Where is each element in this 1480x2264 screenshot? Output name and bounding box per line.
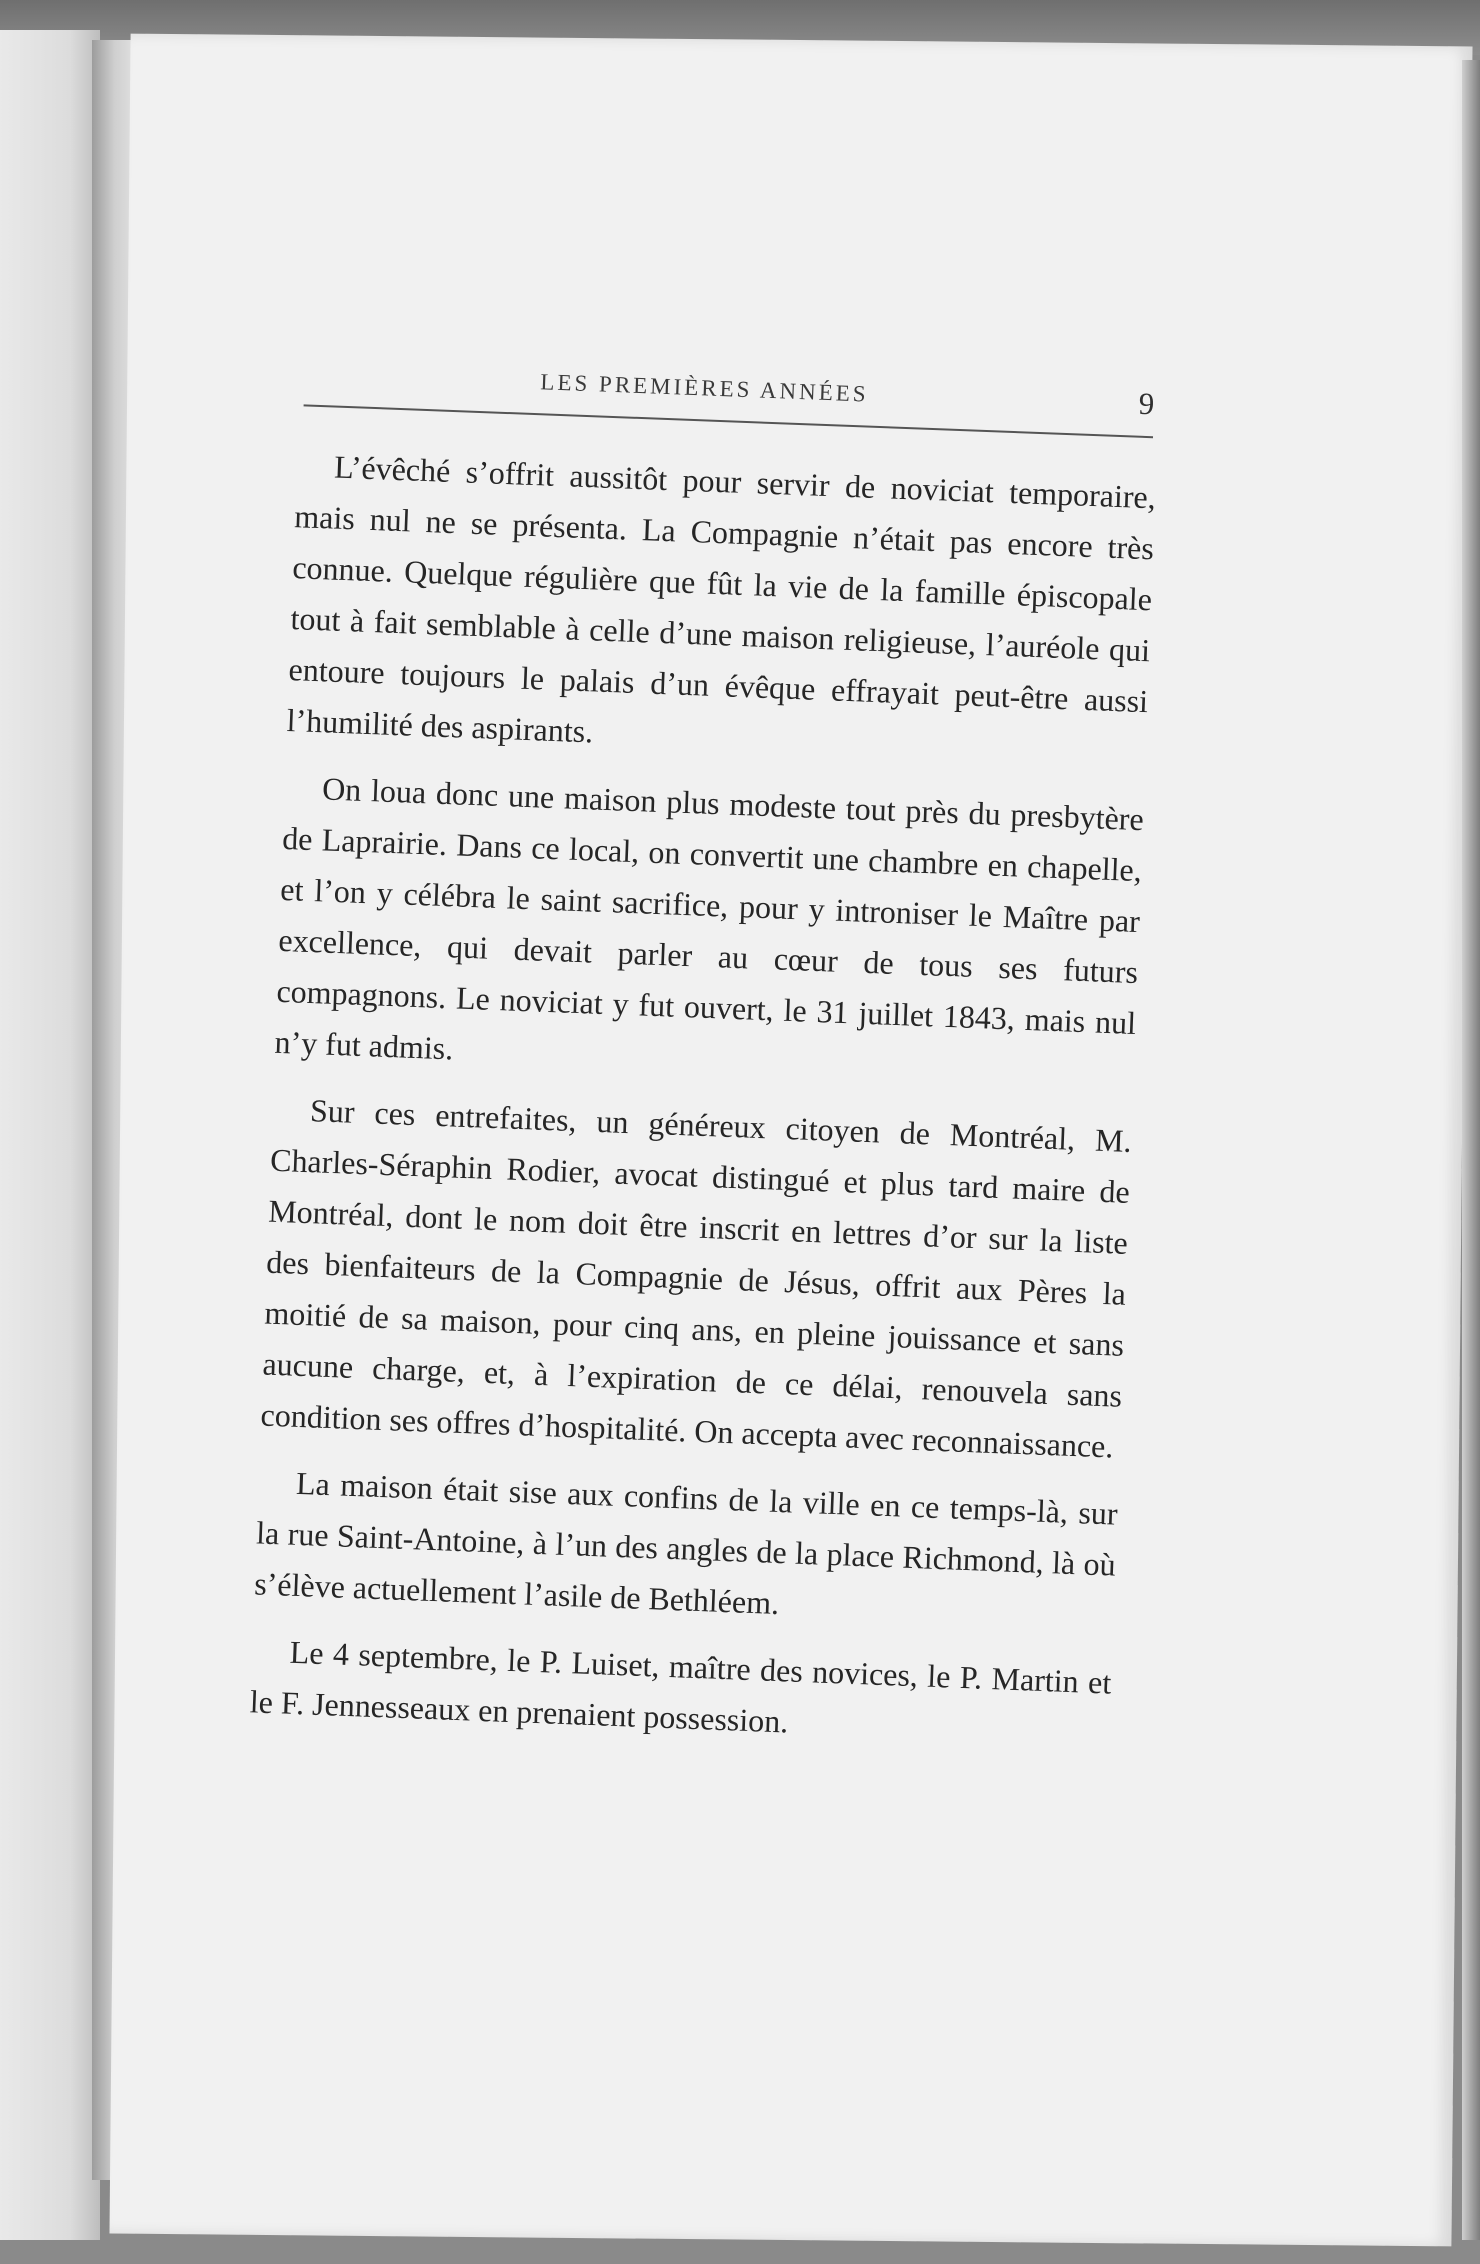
page-header <box>303 360 1155 452</box>
page-content <box>81 15 1480 2264</box>
body-text <box>248 440 1156 1775</box>
paragraph-2: On loua donc une maison plus modeste tout près du presbytère de Laprairie. Dans ce local, on convertit une chambre en chapelle, et l’on y célébra le saint sacrifice, pour y introniser le Maître par excellence, qui devait parler au cœur de tous ses futurs compagnons. Le noviciat y fut ouvert, le 31 juillet 1843, mais nul n’y fut admis. <box>274 770 1145 1067</box>
book-page <box>109 34 1472 2247</box>
facing-page-edge <box>0 30 100 2240</box>
page-number: 9 <box>1138 385 1155 422</box>
paragraph-3: Sur ces entrefaites, un généreux citoyen de Montréal, M. Charles-Séraphin Rodier, avocat distingué et plus tard maire de Montréal, dont le nom doit être inscrit en lettres d’or sur la liste des bienfaiteurs de la Compagnie de Jésus, offrit aux Pères la moitié de sa maison, pour cinq ans, en pleine jouissance et sans aucune charge, et, à l’expiration de ce délai, renouvela sans condition ses offres d’hospitalité. On accepta avec reconnaissance. <box>260 1092 1133 1465</box>
paragraph-4: La maison était sise aux confins de la ville en ce temps-là, sur la rue Saint-Antoine, à l’un des angles de la place Richmond, là où s’élève actuellement l’asile de Bethléem. <box>253 1464 1119 1622</box>
running-head: LES PREMIÈRES ANNÉES <box>539 369 870 407</box>
page-right-edge <box>1462 60 1480 2240</box>
paragraph-5: Le 4 septembre, le P. Luiset, maître des novices, le P. Martin et le F. Jennesseaux en prenaient possession. <box>249 1633 1112 1740</box>
paragraph-1: L’évêché s’offrit aussitôt pour servir de noviciat temporaire, mais nul ne se présenta. La Compagnie n’était pas encore très connue. Quelque régulière que fût la vie de la famille épiscopale tout à fait semblable à celle d’une maison religieuse, l’auréole qui entoure toujours le palais d’un évêque effrayait peut-être aussi l’humilité des aspirants. <box>286 448 1157 750</box>
